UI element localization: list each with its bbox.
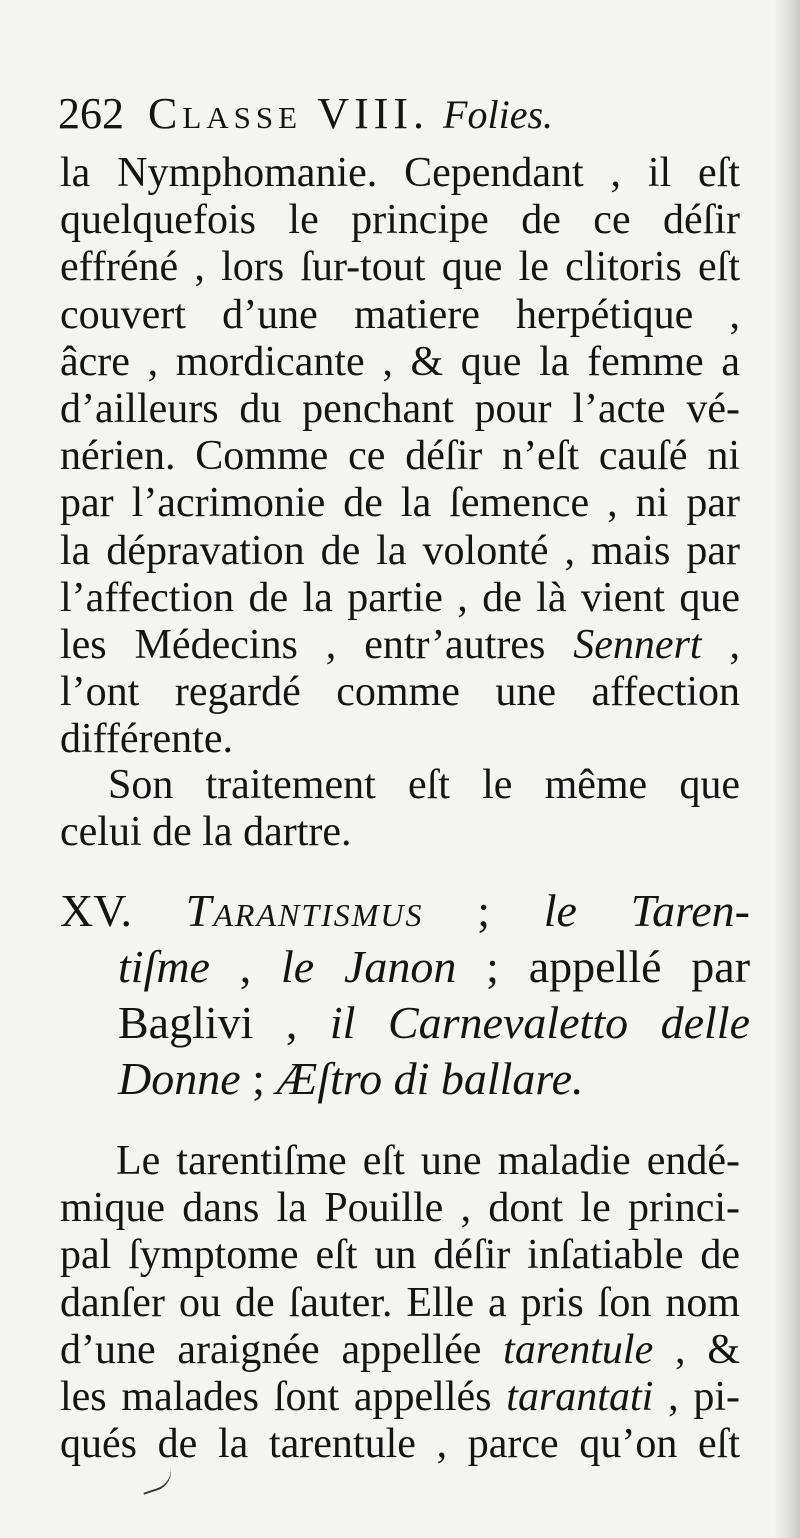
running-head (58, 86, 738, 142)
text-line: par l’acrimonie de la ſemence , ni par (60, 480, 740, 527)
text-line: pal ſymptome eſt un déſir inſatiable de (60, 1232, 740, 1279)
text-line: Son traitement eſt le même que (108, 762, 740, 808)
text-line: celui de la dartre. (60, 809, 352, 856)
text-line: différente. (60, 716, 233, 763)
text-line: d’ailleurs du penchant pour l’acte vé- (60, 385, 740, 432)
paragraph-tarentisme (60, 1138, 740, 1468)
text-fragment: , pi- (653, 1373, 740, 1420)
punctuation: , (701, 621, 741, 668)
text-line: couvert d’une matiere herpétique , (60, 291, 740, 338)
heading-line (60, 883, 750, 939)
page-gutter-shadow (774, 0, 800, 1538)
paragraph-nymphomanie (60, 150, 740, 763)
text-line: mique dans la Pouille , dont le princi- (60, 1185, 740, 1232)
heading-line (60, 1051, 750, 1107)
text-fragment: les Médecins , entr’autres (60, 621, 546, 668)
text-line (60, 1374, 740, 1421)
text-line (60, 622, 740, 669)
text-line: danſer ou de ſauter. Elle a pris ſon nom (60, 1279, 740, 1326)
term-tarantati: tarantati (506, 1373, 654, 1420)
section-number: XV. (60, 885, 133, 936)
text-fragment: , & (653, 1326, 740, 1373)
text-line: la Nymphomanie. Cependant , il eſt (60, 150, 740, 196)
heading-line (60, 995, 750, 1051)
punctuation: ; (423, 885, 544, 936)
punctuation: , (209, 941, 282, 992)
text-line: âcre , mordicante , & que la femme a (60, 338, 740, 385)
punctuation: ; (456, 941, 529, 992)
class-label: Classe VIII. (148, 89, 430, 138)
term-tarentule: tarentule (503, 1326, 654, 1373)
text-fragment: les malades ſont appellés (60, 1373, 507, 1420)
text-line: quelquefois le principe de ce déſir (60, 197, 740, 244)
text-fragment: d’une araignée appellée (60, 1326, 504, 1373)
text-line: nérien. Comme ce déſir n’eſt cauſé ni (60, 433, 740, 480)
pen-stroke-mark (138, 1465, 177, 1495)
french-name-cont: tiſme (118, 941, 210, 992)
latin-name: Tarantismus (185, 885, 424, 936)
punctuation: ; (240, 1053, 277, 1104)
text-line: la dépravation de la volonté , mais par (60, 527, 740, 574)
appelle-par: appellé par (528, 941, 751, 992)
author-sennert: Sennert (573, 621, 702, 668)
italian-name: il Carnevaletto delle (329, 997, 750, 1048)
italian-name-cont: Donne (118, 1053, 241, 1104)
page-number: 262 (58, 89, 124, 138)
chapter-label: Folies. (443, 92, 554, 137)
text-line: qués de la tarentule , parce qu’on eſt (60, 1421, 740, 1468)
text-line: Le tarentiſme eſt une maladie endé- (116, 1138, 740, 1184)
section-heading-tarantismus (60, 883, 750, 1107)
author-baglivi: Baglivi (118, 997, 254, 1048)
french-name: le Taren- (543, 885, 750, 936)
text-line: effréné , lors ſur-tout que le clitoris eſt (60, 244, 740, 291)
heading-line (60, 939, 750, 995)
italian-name-2: Æſtro di ballare. (276, 1053, 584, 1104)
text-line (60, 1327, 740, 1374)
text-line: l’ont regardé comme une affection (60, 669, 740, 716)
paragraph-traitement (60, 762, 740, 856)
text-line: l’affection de la partie , de là vient que (60, 574, 740, 621)
french-name-2: le Janon (281, 941, 457, 992)
punctuation: , (253, 997, 330, 1048)
